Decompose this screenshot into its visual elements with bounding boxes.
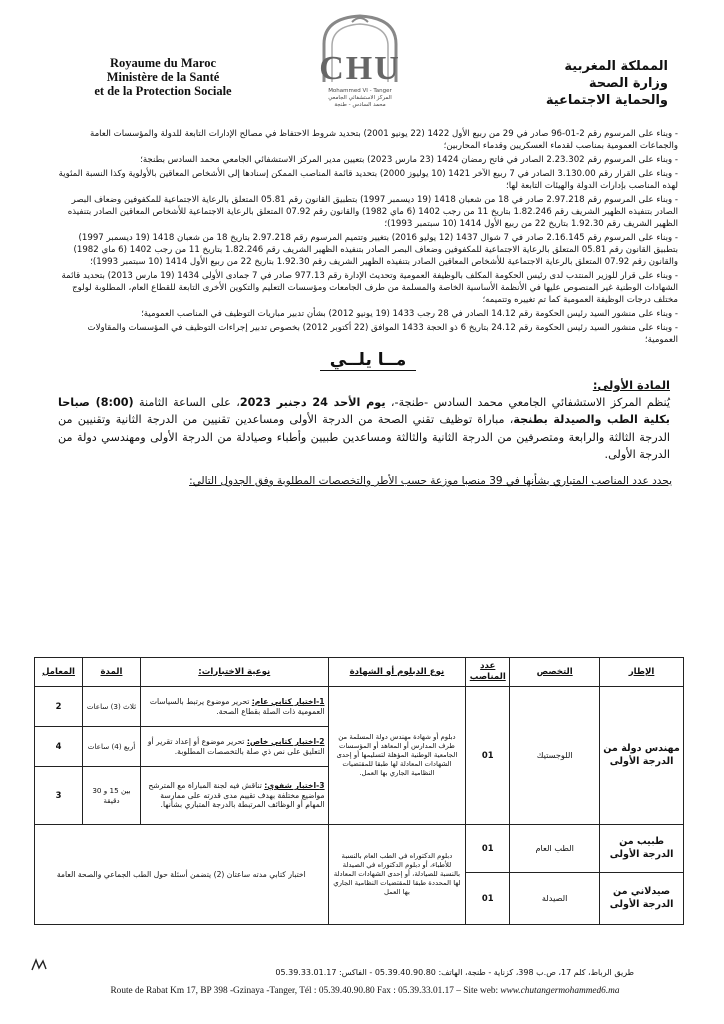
- col-tests: نوعية الاختبارات:: [140, 658, 328, 687]
- col-coef: المعامل: [35, 658, 83, 687]
- logo-subtitle-ar: المركز الاستشفائي الجامعي: [328, 95, 392, 101]
- kingdom-ar: المملكة المغربية: [564, 59, 668, 74]
- count-doctor: 01: [466, 825, 510, 873]
- coef-oral: 3: [35, 767, 83, 825]
- considerant-7: - وبناء على منشور السيد رئيس الحكومة رقم 14.12 الصادر في 28 رجب 1433 (19 يونيو 2012) بشأن تدبير مباريات التوظيف في المناصب العمومية؛: [141, 308, 678, 319]
- website-link[interactable]: www.chutangermohammed6.ma: [500, 986, 620, 996]
- posts-table: [34, 657, 684, 925]
- cadre-engineer: مهندس دولة من الدرجة الأولى: [600, 687, 684, 825]
- cadre-doctor: طبيب من الدرجة الأولى: [600, 825, 684, 873]
- diploma-engineer: دبلوم أو شهادة مهندس دولة المسلمة من طرف المدارس أو المعاهد أو المؤسسات الجامعية الوطنية المؤهلة لتسليمها أو إحدى الشهادات المعادلة لها طبقا للمقتضيات النظامية الجاري بها العمل.: [328, 687, 466, 825]
- cadre-pharmacist: صيدلاني من الدرجة الأولى: [600, 873, 684, 925]
- considerant-1: - وبناء على المرسوم رقم 2-01-96 صادر في 29 من ربيع الأول 1422 (22 يونيو 2001) بتحديد شروط الاحتفاظ في مصالح الإدارات التابعة للدولة والمؤسسات العامة والجماعات العمومية بمناصب لقدماء العسكريين وقدماء المحاربين؛: [89, 129, 678, 152]
- kingdom-fr: Royaume du Maroc: [109, 56, 216, 70]
- logo-chu-text: CHU: [319, 50, 401, 87]
- duration-specific: أربع (4) ساعات: [83, 727, 141, 767]
- col-duration: المدة: [83, 658, 141, 687]
- article-1-text: يُنظم المركز الاستشفائي الجامعي محمد السادس -طنجة-، يوم الأحد 24 دجنبر 2023، على الساعة الثامنة (8:00) صباحا بكلية الطب والصيدلة بطنجة، مباراة توظيف تقني الصحة من الدرجة الأولى ومساعدين تقنيين من الدرجة الثانية وتقنيين من الدرجة الثالثة والرابعة ومتصرفين من الدرجة الثانية والثالثة ومساعدين طبيين وأطباء وصيادلة من الدرجة الأولى ومهندسي دولة من الدرجة الأولى.: [58, 395, 670, 462]
- ministry-ar-line2: والحماية الاجتماعية: [545, 93, 668, 108]
- initials-mark-icon: [30, 958, 48, 972]
- table-header-row: [35, 658, 684, 687]
- col-specialty: التخصص: [510, 658, 600, 687]
- footer-address-ar: طريق الرباط، كلم 17، ص.ب 398، كزناية - طنجة، الهاتف: 05.39.40.90.80 - الفاكس: 05.39.33.01.17: [275, 968, 634, 977]
- coef-general: 2: [35, 687, 83, 727]
- considerant-6: - وبناء على قرار للوزير المنتدب لدى رئيس الحكومة المكلف بالوظيفة العمومية وتحديث الإدارة رقم 977.13 صادر في 7 جمادى الأولى 1434 (19 مارس 2013) بتحديد قائمة الشهادات الوطنية غير المنصوص عليها في الأنظمة الأساسية الخاصة والمسلمة من طرف الجامعات ومؤسسات التعليم والتكوين الأخرى التابعة للقطاع العام، المطلوبة لولوج مختلف درجات الوظيفة العمومية كما تم تغييره وتتميمه؛: [61, 270, 678, 306]
- test-written-specific: 2-اختبار كتابي خاص: تحرير موضوع أو إعداد تقرير أو التعليق على نص ذي صلة بالتخصصات المطلوبة.: [140, 727, 328, 767]
- chu-logo: [300, 14, 420, 118]
- header-arabic: [468, 58, 668, 109]
- duration-general: ثلاث (3) ساعات: [83, 687, 141, 727]
- decides-heading: مــا يلــي: [58, 350, 678, 370]
- specialty-general-medicine: الطب العام: [510, 825, 600, 873]
- logo-subtitle-ar-city: محمد السادس - طنجة: [334, 102, 386, 108]
- duration-oral: بين 15 و 30 دقيقة: [83, 767, 141, 825]
- count-pharmacist: 01: [466, 873, 510, 925]
- table-row: [35, 825, 684, 873]
- table-row: [35, 687, 684, 727]
- considerant-4: - وبناء على المرسوم رقم 2.97.218 صادر في 18 من شعبان 1418 (19 ديسمبر 1997) بتطبيق القانون رقم 05.81 المتعلق بالرعاية الاجتماعية للمكفوفين وضعاف البصر الصادر بتنفيذه الظهير الشريف رقم 1.82.246 بتاريخ 11 من رجب 1402 (6 ماي 1982) والقانون رقم 07.92 المتعلق بالرعاية الاجتماعية للأشخاص المعاقين الصادر بتنفيذه الظهير الشريف رقم 1.92.30 بتاريخ 22 من ربيع الأول 1414 (10 سبتمبر 1993)؛: [67, 194, 678, 229]
- count-engineer: 01: [466, 687, 510, 825]
- exam-date: يوم الأحد 24 دجنبر 2023: [239, 395, 386, 409]
- footer-address-fr: Route de Rabat Km 17, BP 398 -Gzinaya -Tanger, Tél : 05.39.40.90.80 Fax : 05.39.33.01.17 – Site web: www.chutangermohammed6.ma: [110, 986, 620, 996]
- coef-specific: 4: [35, 727, 83, 767]
- test-written-general: 1-اختبار كتابي عام: تحرير موضوع يرتبط بالسياسات العمومية ذات الصلة بقطاع الصحة.: [140, 687, 328, 727]
- logo-subtitle-fr: Mohammed VI - Tanger: [328, 88, 392, 94]
- decision-body: [58, 128, 678, 497]
- header-french: [68, 56, 258, 98]
- article-1-title: المادة الأولى:: [592, 377, 670, 392]
- considerant-3: - وبناء على القرار رقم 3.130.00 الصادر في 7 ربيع الآخر 1421 (10 يوليوز 2000) بتحديد قائمة المناصب الممكن إسنادها إلى الأشخاص المعاقين بالأولوية وكذا النسبة المئوية لهذه المناصب بإدارات الدولة والهيئات التابعة لها؛: [58, 168, 678, 191]
- ministry-fr-line2: et de la Protection Sociale: [94, 84, 232, 98]
- col-cadre: الإطار: [600, 658, 684, 687]
- diploma-doctor-pharmacist: دبلوم الدكتوراه في الطب العام بالنسبة للأطباء، أو دبلوم الدكتوراه في الصيدلة بالنسبة للصيادلة، أو إحدى الشهادات المعادلة لها المحددة طبقا للمقتضيات النظامية الجاري بها العمل: [328, 825, 466, 925]
- considerant-8: - وبناء على منشور السيد رئيس الحكومة رقم 24.12 بتاريخ 6 ذو الحجة 1433 الموافق (22 أكتوبر 2012) بخصوص تدبير إجراءات التوظيف في المؤسسات والمقاولات العمومية؛: [87, 322, 678, 345]
- specialty-pharmacy: الصيدلة: [510, 873, 600, 925]
- col-count: عدد المناصب: [466, 658, 510, 687]
- test-oral: 3-اختبار شفوي: تناقش فيه لجنة المباراة مع المترشح مواضيع مختلفة بهدف تقييم مدى قدرته على ممارسة المهام أو الوظائف المرتبطة بالدرجة المتباري بشأنها.: [140, 767, 328, 825]
- considerant-5: - وبناء على المرسوم رقم 2.16.145 صادر في 7 شوال 1437 (12 يوليو 2016) بتغيير وتتميم المرسوم رقم 2.97.218 بتاريخ 18 من شعبان 1418 (19 ديسمبر 1997) بتطبيق القانون رقم 05.81 المتعلق بالرعاية الاجتماعية للمكفوفين وضعاف البصر الصادر بتنفيذه الظهير الشريف رقم 1.82.246 بتاريخ 11 من رجب 1402 (6 ماي 1982) والقانون رقم 07.92 المتعلق بالرعاية الاجتماعية للأشخاص المعاقين الصادر بتنفيذه الظهير الشريف رقم 1.92.30 بتاريخ 22 من ربيع الأول 1414 (10 سبتمبر 1993)؛: [73, 232, 678, 268]
- specialty-logistics: اللوجستيك: [510, 687, 600, 825]
- col-diploma: نوع الدبلوم أو الشهادة: [328, 658, 466, 687]
- exam-time-place: (8:00) صباحا بكلية الطب والصيدلة بطنجة: [58, 395, 670, 427]
- posts-count-line: يحدد عدد المناصب المتباري بشأنها في 39 منصبا موزعة حسب الأطر والتخصصات المطلوبة وفق الجدول التالي:: [189, 474, 672, 487]
- ministry-ar: وزارة الصحة: [588, 76, 668, 91]
- considerant-2: - وبناء على المرسوم رقم 2.23.302 الصادر في فاتح رمضان 1424 (23 مارس 2023) بتعيين مدير المركز الاستشفائي الجامعي محمد السادس بطنجة؛: [140, 154, 678, 165]
- test-doctor-pharmacist: اختبار كتابي مدته ساعتان (2) يتضمن أسئلة حول الطب الجماعي والصحة العامة: [35, 825, 329, 925]
- ministry-fr: Ministère de la Santé: [106, 70, 220, 84]
